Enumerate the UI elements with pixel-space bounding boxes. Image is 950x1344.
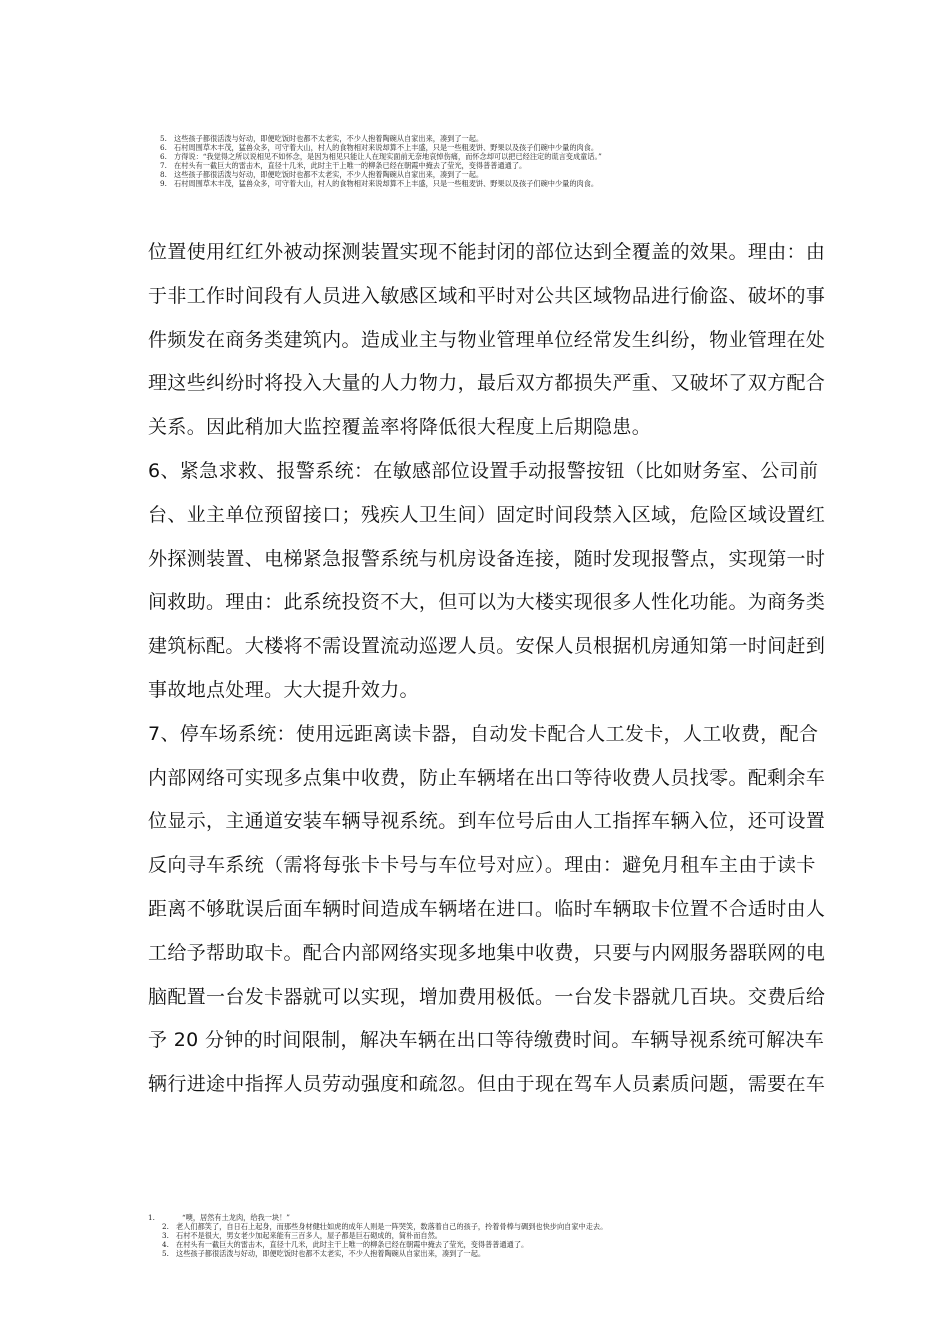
body-line: 6、紧急求救、报警系统：在敏感部位设置手动报警按钮（比如财务室、公司前 xyxy=(148,459,819,482)
footer-note xyxy=(148,1249,808,1258)
note-text: 在村头有一截巨大的雷击木，直径十几米，此时主干上唯一的柳条已经在朝霞中掩去了莹光，变得普普通通了。 xyxy=(176,1240,529,1249)
body-line: 位显示，主通道安装车辆导视系统。到车位号后由人工指挥车辆入位，还可设置 xyxy=(148,810,826,833)
note-number: 9. xyxy=(160,179,167,188)
body-line: 距离不够耽误后面车辆时间造成车辆堵在进口。临时车辆取卡位置不合适时由人 xyxy=(148,897,826,920)
header-note xyxy=(160,179,800,188)
body-line: 台、业主单位预留接口；残疾人卫生间）固定时间段禁入区域，危险区域设置红 xyxy=(148,503,826,526)
body-line: 于非工作时间段有人员进入敏感区域和平时对公共区域物品进行偷盗、破坏的事 xyxy=(148,284,826,307)
note-number: 6. xyxy=(160,152,167,161)
note-text: “噢，居然有土龙肉，给我一块！” xyxy=(182,1213,290,1222)
body-line: 辆行进途中指挥人员劳动强度和疏忽。但由于现在驾车人员素质问题，需要在车 xyxy=(148,1073,826,1096)
header-note xyxy=(160,143,800,152)
body-line: 事故地点处理。大大提升效力。 xyxy=(148,678,419,701)
note-text: 石村周围草木丰茂，猛兽众多，可守着大山，村人的食物相对来说却算不上丰盛，只是一些粗麦饼、野果以及孩子们碗中少量的肉食。 xyxy=(174,179,599,188)
header-note xyxy=(160,170,800,179)
note-text: 石村不是很大，男女老少加起来能有三百多人，屋子都是巨石砌成的，简朴而自然。 xyxy=(176,1231,442,1240)
note-number: 5. xyxy=(160,134,167,143)
note-number: 7. xyxy=(160,161,167,170)
note-text: 这些孩子都很活泼与好动，即便吃饭时也都不太老实，不少人抱着陶碗从自家出来，凑到了一起。 xyxy=(174,170,484,179)
body-line: 外探测装置、电梯紧急报警系统与机房设备连接，随时发现报警点，实现第一时 xyxy=(148,547,826,570)
footer-note xyxy=(148,1240,808,1249)
note-text: 这些孩子都很活泼与好动，即便吃饭时也都不太老实，不少人抱着陶碗从自家出来，凑到了一起。 xyxy=(174,134,484,143)
body-line: 建筑标配。大楼将不需设置流动巡逻人员。安保人员根据机房通知第一时间赶到 xyxy=(148,635,826,658)
note-number: 8. xyxy=(160,170,167,179)
body-line: 7、停车场系统：使用远距离读卡器，自动发卡配合人工发卡，人工收费，配合 xyxy=(148,722,819,745)
body-line: 予 20 分钟的时间限制，解决车辆在出口等待缴费时间。车辆导视系统可解决车 xyxy=(148,1029,825,1052)
body-line: 内部网络可实现多点集中收费，防止车辆堵在出口等待收费人员找零。配剩余车 xyxy=(148,766,826,789)
note-number: 2. xyxy=(162,1222,169,1231)
note-number: 5. xyxy=(162,1249,169,1258)
note-text: 方得说：“我觉得之所以说相见不如怀念，是因为相见只能让人在现实面前无奈地哀悼伤痛，而怀念却可以把已经注定的谎言变成童话。” xyxy=(174,152,602,161)
body-line: 反向寻车系统（需将每张卡卡号与车位号对应）。理由：避免月租车主由于读卡 xyxy=(148,854,816,877)
body-line: 工给予帮助取卡。配合内部网络实现多地集中收费，只要与内网服务器联网的电 xyxy=(148,941,826,964)
note-text: 在村头有一截巨大的雷击木，直径十几米，此时主干上唯一的柳条已经在朝霞中掩去了莹光，变得普普通通了。 xyxy=(174,161,527,170)
footer-note xyxy=(148,1222,808,1231)
note-number: 3. xyxy=(162,1231,169,1240)
body-line: 关系。因此稍加大监控覆盖率将降低很大程度上后期隐患。 xyxy=(148,416,652,439)
body-line: 件频发在商务类建筑内。造成业主与物业管理单位经常发生纠纷，物业管理在处 xyxy=(148,328,826,351)
body-line: 脑配置一台发卡器就可以实现，增加费用极低。一台发卡器就几百块。交费后给 xyxy=(148,985,826,1008)
header-note xyxy=(160,152,800,161)
note-number: 4. xyxy=(162,1240,169,1249)
body-line: 位置使用红红外被动探测装置实现不能封闭的部位达到全覆盖的效果。理由：由 xyxy=(148,241,826,263)
header-note xyxy=(160,134,800,143)
header-notes xyxy=(160,134,800,188)
note-text: 石村周围草木丰茂，猛兽众多，可守着大山，村人的食物相对来说却算不上丰盛，只是一些粗麦饼、野果以及孩子们碗中少量的肉食。 xyxy=(174,143,599,152)
footer-note xyxy=(148,1213,808,1222)
body-line: 理这些纠纷时将投入大量的人力物力，最后双方都损失严重、又破坏了双方配合 xyxy=(148,372,826,395)
note-text: 这些孩子都很活泼与好动，即便吃饭时也都不太老实，不少人抱着陶碗从自家出来，凑到了一起。 xyxy=(176,1249,486,1258)
header-note xyxy=(160,161,800,170)
body-paragraphs xyxy=(148,231,826,1107)
note-number: 6. xyxy=(160,143,167,152)
footer-notes xyxy=(148,1213,808,1258)
footer-note xyxy=(148,1231,808,1240)
note-text: 老人们都笑了，自日石上起身，而那些身材健壮如虎的成年人则是一阵哭笑，数落着自己的孩子，拎着骨棒与碉到也快步向自家中走去。 xyxy=(176,1222,608,1231)
body-line: 间救助。理由：此系统投资不大，但可以为大楼实现很多人性化功能。为商务类 xyxy=(148,591,826,614)
note-number: 1. xyxy=(148,1213,155,1222)
